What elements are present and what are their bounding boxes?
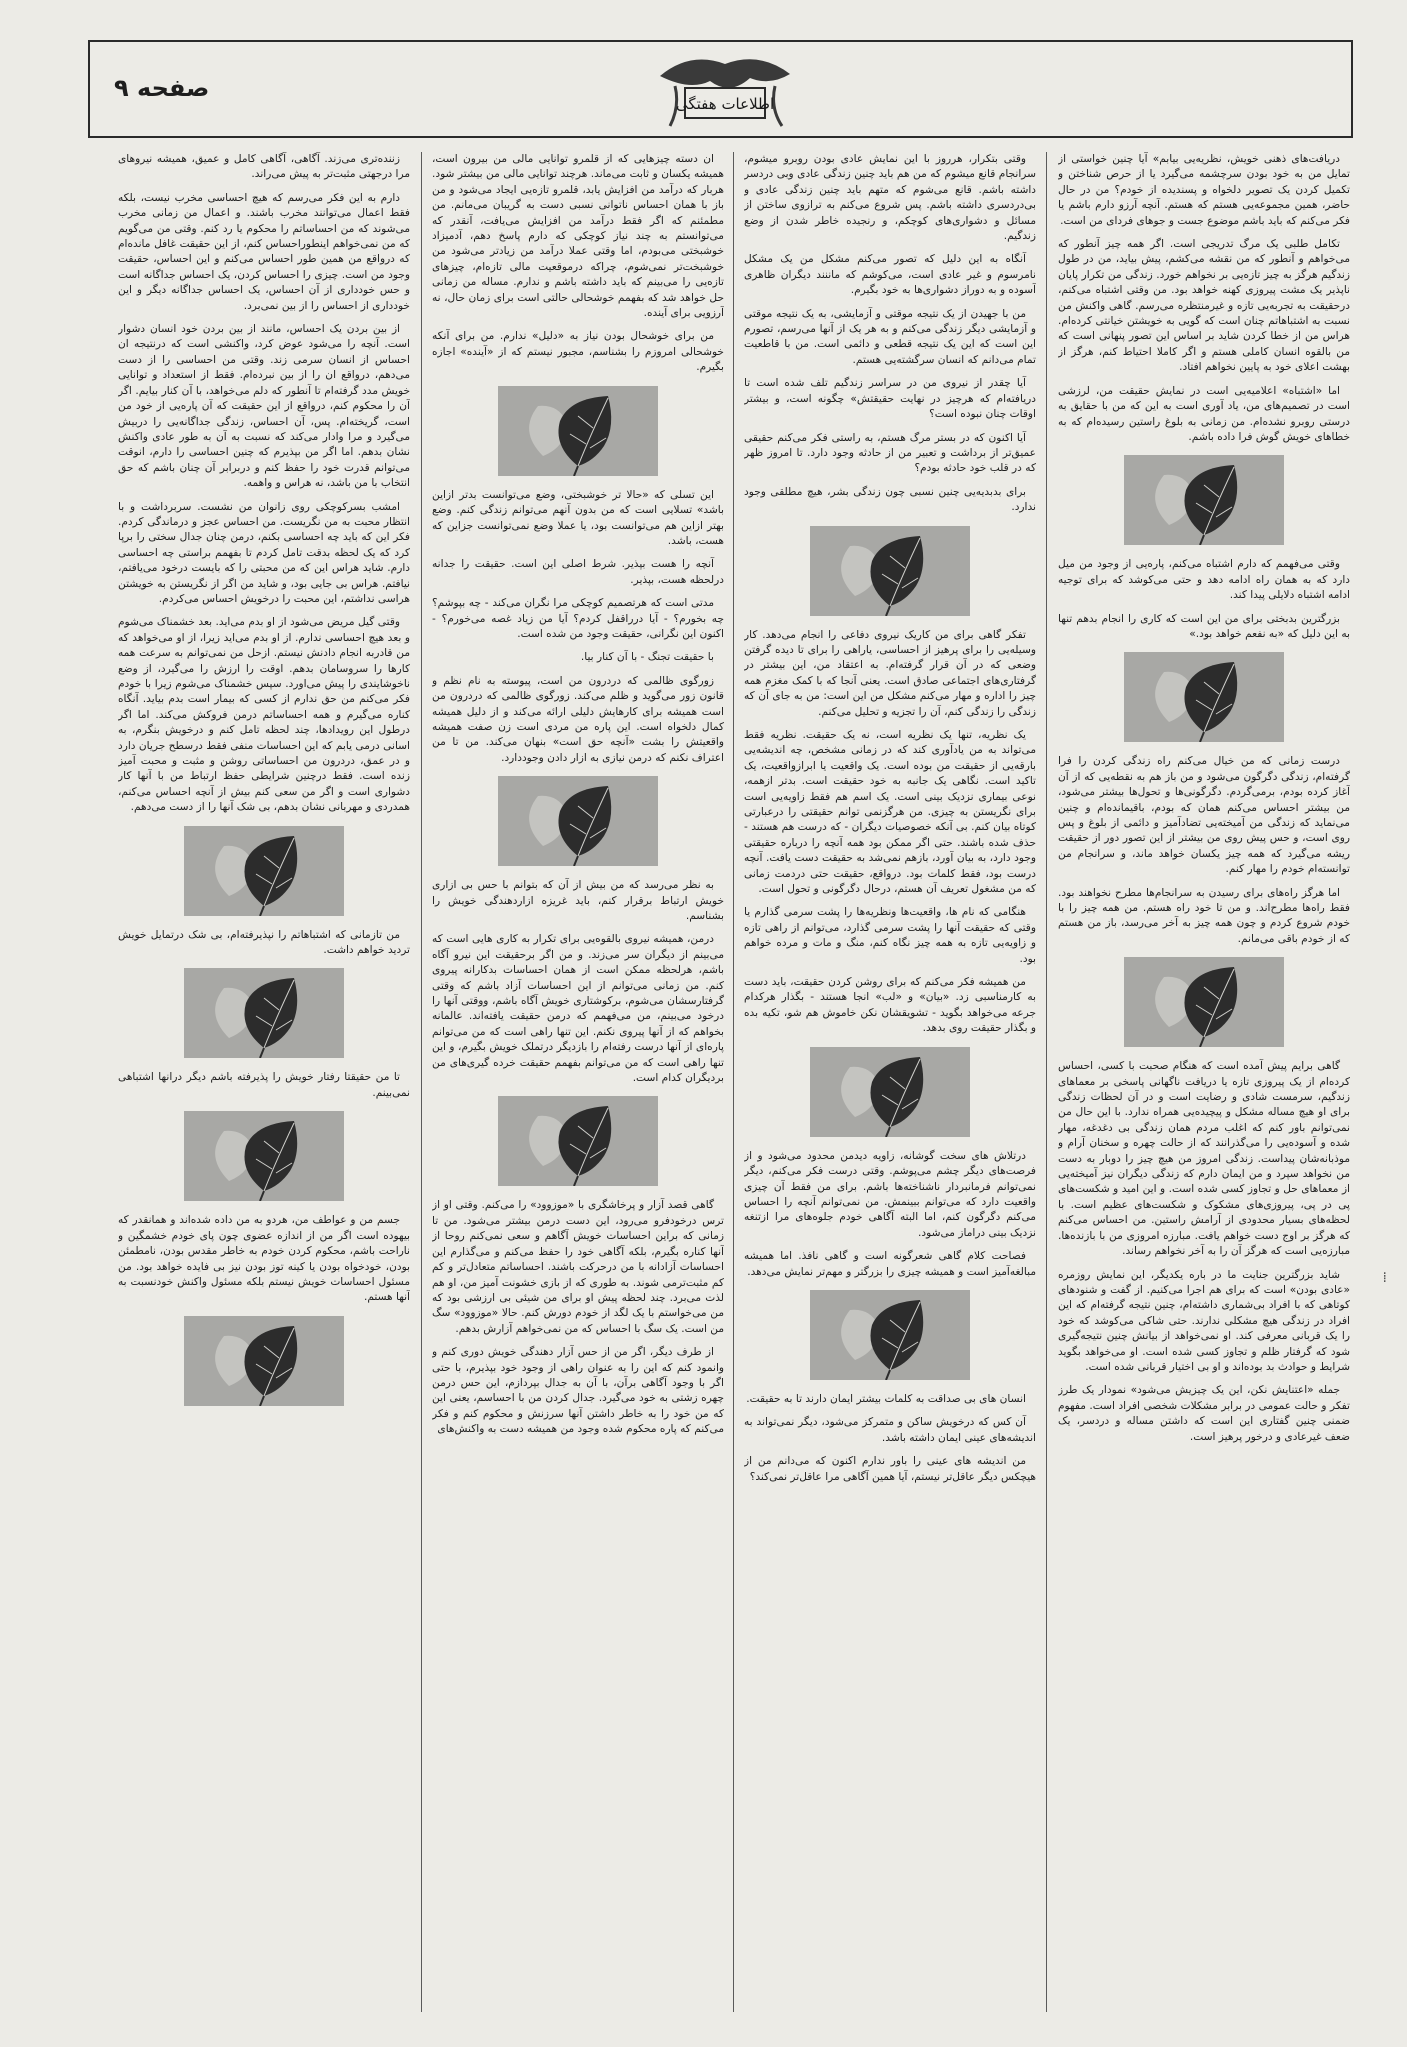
- paragraph: من تازمانی که اشتباهاتم را نپذیرفته‌ام، بی شک درتمایل خویش تردید خواهم داشت.: [118, 928, 410, 957]
- paragraph: با حقیقت تجنگ - با آن کنار بیا.: [580, 651, 714, 664]
- leaf-illustration: [810, 526, 970, 616]
- paragraph: درتلاش های سخت گوشانه، زاویه دیدمن محدود می‌شود و از فرصت‌های دیگر چشم می‌پوشم. وقتی درست فکر می‌کنم، دیگر نمی‌توانم فرمانبردار ناشناخته‌ها باشم. برای من فقط آن چیزی واقعیت دارد که می‌توانم ببینمش. من نمی‌توانم آنچه را احساس می‌کنم دگرگون کنم، اما البته آگاهی خودم جلوه‌های مرا ازتنغه نزدیک بینی دراماز می‌شود.: [744, 1149, 1036, 1239]
- leaf-illustration: [1124, 455, 1284, 545]
- column-divider: [733, 152, 734, 2012]
- leaf-illustration: [1124, 957, 1284, 1047]
- paragraph: امشب بسرکوچکی روی زانوان من نشست. سربرداشت و با انتظار محبت به من نگریست. من احساس عجز و درماندگی کردم. فکر این که باید چه احساسی بکنم، درمن چنان جدال سختی را برپا کرد که یک لحظه بدقت تامل کردم تا بفهمم براستی چه احساسی دارم. شاید هراس این که من محبتی را که بایست درخود می‌یافتم، نیافتم. هراس بی جایی بود، و شاید من اگر از نگریستن به خویشتن هراسی نداشتم، این محبت را درخویش احساس می‌کردم.: [118, 500, 410, 605]
- paragraph: تکامل طلبی یک مرگ تدریجی است. اگر همه چیز آنطور که می‌خواهم و آنطور که من نقشه می‌کشم، پیش بیاید، من در طول زندگیم هرگز به چیز تازه‌یی بر نخواهم خورد. زندگی من تکرار پایان ناپذیر یک مشت پیروزی کهنه خواهد بود. من وقتی اشتباه می‌کنم، درحقیقت به تجربه‌یی تازه و غیرمنتظره می‌رسم. گاهی واکنش من نسبت به اشتباهاتم چنان است که گویی به خویشتن خیانتی کرده‌ام. هراس من از خطا کردن شاید بر اساس این تصور پنهانی است که من بالقوه انسان کاملی هستم و اگر کاملا احتیاط کنم، هرگز از بهشت اعلای خود به پایین نخواهم افتاد.: [1058, 238, 1350, 374]
- paragraph: آیا اکنون که در بستر مرگ هستم، به راستی فکر می‌کنم حقیقی عمیق‌تر از برداشت و تعبیر من از حادثه وجود دارد. تا امروز ظهر که در قلب خود حادثه بودم؟: [744, 431, 1036, 475]
- paragraph: زننده‌تری می‌زند. آگاهی، آگاهی کامل و عمیق، همیشه نیروهای مرا درجهتی مثبت‌تر به پیش می‌راند.: [118, 153, 410, 181]
- paragraph: جمله «اعتنایش نکن، این یک چیزیش می‌شود» نمودار یک طرز تفکر و حالت عمومی در برابر مشکلات شخصی افراد است. مفهوم ضمنی چنین گفتاری این است که داشتن مساله و دردسر، یک ضعف غیرعادی و درخور پرهیز است.: [1058, 1384, 1350, 1443]
- paragraph: فصاحت کلام گاهی شعرگونه است و گاهی نافذ. اما همیشه مبالغه‌آمیز است و همیشه چیزی را بزرگتر و مهم‌تر نمایش می‌دهد.: [744, 1250, 1036, 1278]
- column-divider: [421, 152, 422, 2012]
- paragraph: دارم به این فکر می‌رسم که هیچ احساسی مخرب نیست، بلکه فقط اعمال می‌توانند مخرب باشند. و اعمال من زمانی مخرب می‌شوند که من احساساتم را محکوم یا رد کنم. وقتی من می‌گویم که من نمی‌خواهم اینطوراحساس کنم، از این حقیقت غافل مانده‌ام که درواقع من همین طور احساس می‌کنم و این احساس، حقیقت وجود من است. چیزی را احساس کردن، یک احساس جداگانه است و حس خودداری از آن احساس، یک احساس جداگانه دیگر و این خودداری از احساس را از بین نمی‌برد.: [118, 191, 410, 312]
- paragraph: گاهی قصد آزار و پرخاشگری با «موزوود» را می‌کنم. وقتی او از ترس درخودفرو می‌رود، این دست درمن بیشتر می‌شود. من تا زمانی که براین احساسات خویش آگاهم و سعی نمی‌کنم روحا از آنها کناره بگیرم، بلکه آگاهی خود را حفظ می‌کنم و می‌گذارم این احساسات آزادانه با من درحرکت باشند. احساساتم متعادل‌تر و کم کم مثبت‌ترمی شوند. به طوری که از بازی خشونت آمیز من، او هم لذت می‌برد. چند لحظه پیش او برای من شیئی بی ارزشی بود که من می‌خواستم با یک لگد از خودم دورش کنم. حالا «موزوود» سگ من است. یک سگ با احساس که من نمی‌خواهم آزارش بدهم.: [432, 1199, 724, 1335]
- paragraph: تا من حقیقتا رفتار خویش را پذیرفته باشم دیگر درانها اشتباهی نمی‌بینم.: [118, 1071, 410, 1099]
- paragraph: انسان های بی صداقت به کلمات بیشتر ایمان دارند تا به حقیقت.: [746, 1392, 1026, 1405]
- page-header: [88, 40, 1353, 138]
- margin-mark: ⁞: [1382, 1270, 1387, 1286]
- svg-text:اطلاعات هفتگی: اطلاعات هفتگی: [675, 95, 775, 113]
- paragraph: آنگاه به این دلیل که تصور می‌کنم مشکل من یک مشکل نامرسوم و غیر عادی است، می‌کوشم که ماننند دیگران ظاهری آسوده و به دوراز دشواری‌ها به خود بگیرم.: [744, 253, 1036, 297]
- masthead-logo: [650, 46, 800, 136]
- paragraph: آنچه را هست بپذیر. شرط اصلی این است. حقیقت را جدانه درلحظه هست، بپذیر.: [432, 558, 724, 586]
- paragraph: درمن، همیشه نیروی بالقوه‌یی برای تکرار به کاری هایی است که می‌بینم از دیگران سر می‌زند. و من اگر برحقیقت این نیرو آگاه باشم، هرلحظه ممکن است از همان احساسات بدکارانه پیروی کنم. من زمانی می‌توانم از این احساسات آزاد باشم که وقتی گرفتارسشان می‌شوم، برکوشتاری خویش آگاه باشم، ووقتی آنها را درخود می‌بینم، من می‌فهمم که درمن حقیقت یافته‌اند. عالمانه بخواهم که از آنها پیروی نکنم. این تنها راهی است که من می‌توانم پاره‌ای از آنها درست رفته‌ام را بازدیگر درتملک خویش بگیرم، و این تنها راهی است که من می‌توانم بفهمم حقیقت خرده گیری‌های من بردیگران کدام است.: [432, 933, 724, 1085]
- paragraph: آن کس که درخویش ساکن و متمرکز می‌شود، دیگر نمی‌تواند به اندیشه‌های عینی ایمان داشته باشد.: [744, 1416, 1036, 1444]
- page-number-label: صفحه ۹: [114, 74, 210, 102]
- leaf-illustration: [810, 1047, 970, 1137]
- leaf-illustration: [498, 1096, 658, 1186]
- paragraph: هنگامی که نام ها، واقعیت‌ها ونظریه‌ها را پشت سرمی گذارم یا وقتی که حقیقت آنها را پشت سرمی گذارد، می‌توانم از راهی تازه و زاویه‌یی تازه به همه چیز نگاه کنم، منگ و مات و مرده خواهم بود.: [744, 906, 1036, 965]
- paragraph: وقتی می‌فهمم که دارم اشتباه می‌کنم، پاره‌یی از وجود من میل دارد که به همان راه ادامه دهد و حتی می‌کوشد که برای توجیه ادامه اشتباه دلایلی پیدا کند.: [1058, 558, 1350, 602]
- leaf-illustration: [184, 826, 344, 916]
- leaf-illustration: [1124, 652, 1284, 742]
- leaf-illustration: [184, 968, 344, 1058]
- paragraph: من با جهیدن از یک نتیجه موقتی و آزمایشی، به یک نتیجه موقتی و آزمایشی دیگر زندگی می‌کنم و به هر یک از آنها می‌رسم، تصورم این است که این یک نتیجه قطعی و دائمی است. من با قاطعیت تمام می‌دانم که انسان سرگشته‌یی هستم.: [744, 307, 1036, 366]
- paragraph: از طرف دیگر، اگر من از حس آزار دهندگی خویش دوری کنم و وانمود کنم که این را به عنوان راهی از وجود خود بپذیرم، با حتی اگر با وجود آگاهی برآن، با آن به جدال بپردازم، این حس درمن چهره زشتی به خود می‌گیرد. جدال کردن من با احساسم، یعنی این که من خود را به خاطر داشتن آنها سرزنش و محکوم کنم و فکر می‌کنم که پاره محکوم شده وجود من همیشه دست به واکنش‌های: [432, 1346, 724, 1436]
- column-1: [1058, 152, 1350, 2012]
- leaf-illustration: [498, 776, 658, 866]
- leaf-illustration: [184, 1111, 344, 1201]
- column-divider: [1046, 152, 1047, 2012]
- paragraph: آیا چقدر از نیروی من در سراسر زندگیم تلف شده است تا دریافته‌ام که هرچیز در نهایت حقیقتش» چگونه است، و بیشتر اوقات چنان نبوده است؟: [744, 377, 1036, 421]
- paragraph: گاهی برایم پیش آمده است که هنگام صحبت با کسی، احساس کرده‌ام از یک پیروزی تازه یا دریافت ناگهانی پاسخی بر معماهای زندگیم، سرمست شادی و رضایت است و در آن لحظات زندگی برای او هیچ مساله مشکل و پیچیده‌یی همراه ندارد. با این حال من نمی‌توانم باور کنم که اغلب مردم همان زندگی بی دغدغه، مهار شده و آسوده‌یی را می‌گذرانند که از حالت چهره و سخنان آرام و موذبانه‌شان پیداست. زندگی امروز من هیچ چیز را دوبار به دست من نخواهد سپرد و من ایمان دارم که زندگی دیگران نیز آمیخته‌یی از معماهای حل و تجاوز کسی شده است. و این امید و شکست‌های پی در پی، پیروزی‌های مشکوک و شکست‌های عظیم است. با لحظه‌های بسیار محدودی از آرامش راستین. من احساس می‌کنم که هرگز بر اوج دست خواهم یافت. مبارزه امروزی من با بازنده‌ها. مبارزه‌یی است که هرگز آن را به آخر نخواهم رساند.: [1058, 1060, 1350, 1258]
- newspaper-page: [88, 40, 1353, 2025]
- paragraph: درست زمانی که من خیال می‌کنم راه زندگی کردن را فرا گرفته‌ام، زندگی دگرگون می‌شود و من باز هم به نقطه‌یی که از آن آغاز کرده بودم، برمی‌گردم. دگرگونی‌ها و تحول‌ها بیشتر می‌شود، من بیشتر احساس می‌کنم همان که بودم، باقیمانده‌ام و چنین می‌نماید که زندگی من آمیخته‌یی تضادآمیز و دائمی از بلوغ و پس روی است، و حس پیش روی من بیشتر از این تصور دور از حقیقت ریشه می‌گیرد که همه چیز یکسان خواهد ماند، و سرانجام من توانسته‌ام خودم را مهار کنم.: [1058, 755, 1350, 876]
- paragraph: من برای خوشحال بودن نیاز به «دلیل» ندارم. من برای آنکه خوشحالی امروزم را بشناسم، مجبور نیستم که از «آینده» اجازه بگیرم.: [432, 330, 724, 374]
- paragraph: ان دسته چیزهایی که از قلمرو توانایی مالی من بیرون است، همیشه یکسان و ثابت می‌ماند. هرچند توانایی مالی من بیشتر شود. هربار که درآمد من افزایش یابد، قلمرو تازه‌یی ایجاد می‌شود و من باز با همان احساس ناتوانی نسبی دست به گریبان می‌مانم. من مطمئنم که اگر فقط درآمد من افزایش می‌یافت، آنقدر که می‌توانستم به چند نیاز کوچکی که دارم پاسخ دهم، آدمیزاد خوشبختی می‌بودم، اما وقتی عملا درآمد من زیادتر می‌شود من خوشبخت‌تر نمی‌شوم، چراکه درموقعیت مالی تازه‌ام، چیزهای تازه‌یی را می‌بینم که باید داشته باشم و ندارم. مساله من زمانی حل خواهد شد که بفهمم خوشحالی حالتی است برای زمان حال، نه آرزویی برای آینده.: [432, 153, 724, 320]
- paragraph: برای بدبدیه‌یی چنین نسبی چون زندگی بشر، هیچ مطلقی وجود ندارد.: [744, 485, 1036, 514]
- paragraph: یک نظریه، تنها یک نظریه است، نه یک حقیقت. نظریه فقط می‌تواند به من یادآوری کند که در زمانی مشخص، چه اندیشه‌یی بارقه‌یی از حقیقت من بوده است. یک واقعیت یا ابرازواقعیت، یک تاکید است. نگاهی یک جانبه به خود حقیقت است. بدتر ازهمه، نوعی بیماری نزدیک بینی است. یک اسم هم فقط زاویه‌یی است برای نگریستن به چیزی. من هرگزنمی توانم حقیقتی را درعبارتی کوتاه بیان کنم. بی آنکه خصوصیات دیگران - که درست هم هستند - حذف شده باشند. حتی اگر ممکن بود همه آنچه را درباره حقیقتی وجود دارد، به بیان آورد، بازهم نمی‌شد به حقیقت دست یافت. آنچه درست بود، فقط کلمات بود. درواقع، حقیقت حتی دردمت زمانی که من مشغول تعریف آن هستم، درحال دگرگونی و تحول است.: [744, 728, 1036, 896]
- paragraph: تفکر گاهی برای من کاریک نیروی دفاعی را انجام می‌دهد. کار وسیله‌یی را برای پرهیز از احساسی، یاراهی را برای تا دیده گرفتن وضعی که در آن قرار گرفته‌ام. به اعتقاد من، این بیشتر در گرفتاری‌های اجتماعی صادق است. یعنی آنجا که با کمک مغزم همه چیز را اداره و مهار می‌کنم مشکل من این است: من به جای آن که زندگی را زندگی کنم، آن را تجزیه و تحلیل می‌کنم.: [744, 628, 1036, 718]
- paragraph: شاید بزرگترین جنایت ما در باره یکدیگر، این نمایش روزمره «عادی بودن» است که برای هم اجرا می‌کنیم. از گفت و شنودهای کوتاهی که با افراد بی‌شماری داشته‌ام، چنین نتیجه گرفته‌ام که این افراد در زندگی هیچ مشکلی ندارند. حتی شاکی می‌کوشد که خود را یک قربانی معرفی کند. او نمی‌خواهد از بیانش چنین نتیجه‌گیری شود که گرفتار ظلم و تجاوز کسی شده است. او می‌خواهد بگوید شرایط و حوادث بد بوده‌اند و او بی اختیار قربانی شده است.: [1058, 1268, 1350, 1373]
- paragraph: مدتی است که هرتصمیم کوچکی مرا نگران می‌کند - چه بپوشم؟ چه بخورم؟ - آیا درراقفل کردم؟ آیا من زیاد غصه می‌خورم؟ - اکنون این نگرانی، حقیقت وجود من شده است.: [432, 597, 724, 640]
- paragraph: وقتی گیل مریض می‌شود از او بدم می‌اید. بعد خشمناک می‌شوم و بعد هیچ احساسی ندارم. از او بدم می‌اید زیرا، از او می‌خواهد که من قادربه انجام دادنش نیستم. ازحل من نمی‌توانم به سرعت همه کارها را سروسامان بدهم. اوقت را ارزش را می‌گیرد، از وضع ناخوشایندی را پیش می‌اورد. سپس خشمناک می‌شوم زیرا با خودم فکر می‌کنم من حق ندارم از کسی که بیمار است بدم بیاید. آنگاه کناره می‌گیرم و همه احساساتم درمن فروکش می‌کند. اما اگر درطول این رویدادها، چند لحظه تامل کنم و درخویش بنگرم، به اسانی درمی یابم که این احساسات منفی فقط درسطح جریان دارد و در عمق، دردرون من احساساتی روشن و مثبت و محبت آمیز زنده است. فقط درچنین شرایطی حفظ ارتباط من با آنها کار دشواری است و اگر من سعی کنم بیش از آنچه احساس می‌کنم، همدردی و مهربانی نشان بدهم، بی شک آنها را از دست می‌دهم.: [118, 616, 410, 814]
- paragraph: بزرگترین بدبختی برای من این است که کاری را انجام بدهم تنها به این دلیل که «به نفعم خواهد بود.»: [1058, 612, 1350, 640]
- column-2: [744, 152, 1036, 2012]
- paragraph: دریافت‌های ذهنی خویش، نظریه‌یی بیابم» آیا چنین خواستی از تمایل من به خود بودن سرچشمه می‌گیرد یا از حرص شناختن و تکمیل کردن یک تصویر دلخواه و پسندیده از خودم؟ من در حال حاضر، همین مجموعه‌یی هستم که هستم. آنچه آرزو دارم باشم یا فکر می‌کنم که باید باشم موضوع جست و جوهای فردای من است.: [1058, 153, 1350, 227]
- paragraph: وقتی بتکرار، هرروز با این نمایش عادی بودن روبرو میشوم، سرانجام قانع میشوم که من هم باید چنین زندگی عادی وبی دردسر داشته باشم. قانع می‌شوم که متهم باید چنین زندگی عادی و بی‌دردسری داشته باشم. پس شروع می‌کنم به ترازوی ساختن از مسائل و دشواری‌های کوچکم، و رنجیده خاطر شدن از وضع زندگیم.: [744, 153, 1036, 243]
- paragraph: به نظر می‌رسد که من بیش از آن که بتوانم با حس بی ازاری خویش ارتباط برقرار کنم، باید غریزه ازاردهندگی خویش را بشناسم.: [432, 879, 724, 922]
- paragraph: این تسلی که «حالا تر خوشبختی، وضع می‌توانست بدتر ازاین باشد» تسلایی است که من بدون آنهم می‌توانم زندگی کنم. وضع بهتر ازاین هم می‌توانست بود، یا عملا وضع نمی‌توانست جزاین که هست، باشد.: [432, 488, 724, 547]
- paragraph: اما «اشتباه» اعلامیه‌یی است در نمایش حقیقت من، لرزشی است در تصمیم‌های من، یاد آوری است به این که من با حقایق به درستی روبرو نشده‌ام. من زمانی به بلوغ راستین رسیده‌ام که به خطاهای خویش گوش فرا داده باشم.: [1058, 384, 1350, 443]
- leaf-illustration: [184, 1316, 344, 1406]
- paragraph: من اندیشه های عینی را باور ندارم اکنون که می‌دانم من از هیچکس دیگر عاقل‌تر نیستم، آیا همین آگاهی مرا عاقل‌تر نمی‌کند؟: [744, 1455, 1036, 1483]
- paragraph: جسم من و عواطف من، هردو به من داده شده‌اند و همانقدر که بیهوده است اگر من از اندازه عضوی چون پای خودم خشمگین و ناراحت باشم، محکوم کردن خودم به خاطر مقدس بودن، نامطمئن بودن، خودخواه بودن یا کینه توز بودن نیز بی فایده خواهد بود. من مسئول احساسات خویش نیستم بلکه مسئول واکنش خودنسبت به آنها هستم.: [118, 1214, 410, 1304]
- leaf-illustration: [498, 386, 658, 476]
- column-3: [432, 152, 724, 2012]
- paragraph: اما هرگز راه‌های برای رسیدن به سرانجام‌ها مطرح نخواهند بود. فقط راه‌ها مطرح‌اند. و من تا خود راه هستم. من همه چیز را با خودم شروع کردم و چون همه چیز به آخر می‌رسد، باز من هستم که از خودم باقی می‌مانم.: [1058, 886, 1350, 945]
- paragraph: از بین بردن یک احساس، مانند از بین بردن خود انسان دشوار است. آنچه را می‌شود عوض کرد، واکنشی است که درنتیجه ان احساس از انسان سرمی زند. وقتی من احساسی را از دست می‌دهم، درواقع ان را از بین نبرده‌ام. فقط از استعداد و توانایی خویش مدد گرفته‌ام تا آنطور که دلم می‌خواهد، با آن کنار بیایم. اگر آن را محکوم کنم، درواقع از این حقیقت که آن پاره‌یی از خود من است، گریخته‌ام. پس، آن احساس، زندگی جداگانه‌یی را دربیش می‌گیرد و مرا وادار می‌کند که نسبت به آن به طور عادی واکنش نشان بدهم. اما اگر من بپذیرم که چنین احساسی را دارم، انوقت می‌توانم قدرت خود را حفظ کنم و دربرابر آن چنان باشم که حق انتخاب با من باشد، نه هراس و واهمه.: [118, 323, 410, 490]
- leaf-illustration: [810, 1290, 970, 1380]
- paragraph: من همیشه فکر می‌کنم که برای روشن کردن حقیقت، باید دست به کارمناسبی زد. «بیان» و «لب» انجا هستند - بگذار هرکدام جرعه می‌خواهد بگوید - تشویقشان نکن خاموش هم شو، تکیه بده و بگذار حقیقت روی بدهد.: [744, 976, 1036, 1035]
- column-4: [118, 152, 410, 2012]
- paragraph: زورگوی ظالمی که دردرون من است، پیوسته به نام نظم و قانون زور می‌گوید و ظلم می‌کند. زورگوی ظالمی که دردرون من است همیشه برای کارهایش دلیلی ارائه می‌کند و از دلیل همیشه کمال دلخواه است. این پاره من مردی است زن صفت همیشه واقعیتش را بشت «آنچه حق است» بنهان می‌کند. من تا من اعتراف نکنم که درمن نیازی به ازار دادن وجوددارد.: [432, 674, 724, 764]
